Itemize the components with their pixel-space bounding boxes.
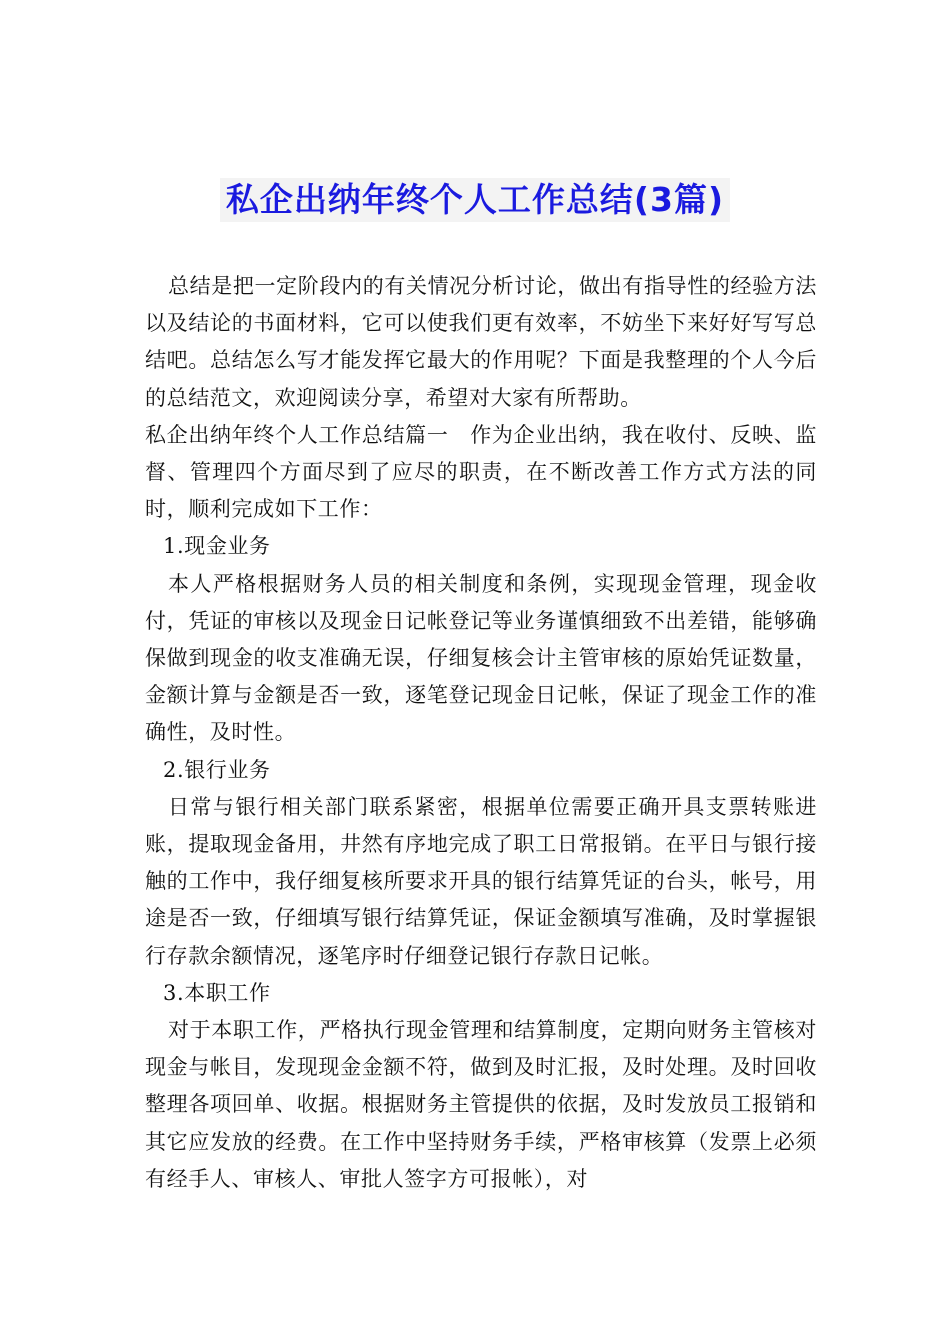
section-text-cash: 本人严格根据财务人员的相关制度和条例，实现现金管理，现金收付，凭证的审核以及现金日记帐登记等业务谨慎细致不出差错，能够确保做到现金的收支准确无误，仔细复核会计主管审核的原始凭证数量，金额计算与金额是否一致，逐笔登记现金日记帐，保证了现金工作的准确性，及时性。	[145, 571, 817, 745]
section-heading-bank: 2.银行业务	[163, 757, 271, 782]
intro-paragraph: 总结是把一定阶段内的有关情况分析讨论，做出有指导性的经验方法以及结论的书面材料，它可以使我们更有效率，不妨坐下来好好写写总结吧。总结怎么写才能发挥它最大的作用呢？下面是我整理的个人今后的总结范文，欢迎阅读分享，希望对大家有所帮助。	[145, 274, 817, 410]
document-body	[145, 268, 817, 1198]
document-title: 私企出纳年终个人工作总结(3篇)	[220, 178, 730, 222]
title-container	[0, 178, 950, 222]
section-heading-duty: 3.本职工作	[163, 980, 271, 1005]
section-text-duty: 对于本职工作，严格执行现金管理和结算制度，定期向财务主管核对现金与帐目，发现现金金额不符，做到及时汇报，及时处理。及时回收整理各项回单、收据。根据财务主管提供的依据，及时发放员工报销和其它应发放的经费。在工作中坚持财务手续，严格审核算（发票上必须有经手人、审核人、审批人签字方可报帐），对	[145, 1018, 817, 1191]
article-lead-paragraph: 私企出纳年终个人工作总结篇一 作为企业出纳，我在收付、反映、监督、管理四个方面尽到了应尽的职责，在不断改善工作方式方法的同时，顺利完成如下工作：	[145, 422, 817, 522]
section-heading-cash: 1.现金业务	[163, 534, 271, 559]
section-text-bank: 日常与银行相关部门联系紧密，根据单位需要正确开具支票转账进账，提取现金备用，井然有序地完成了职工日常报销。在平日与银行接触的工作中，我仔细复核所要求开具的银行结算凭证的台头，帐号，用途是否一致，仔细填写银行结算凭证，保证金额填写准确，及时掌握银行存款余额情况，逐笔序时仔细登记银行存款日记帐。	[145, 794, 817, 968]
